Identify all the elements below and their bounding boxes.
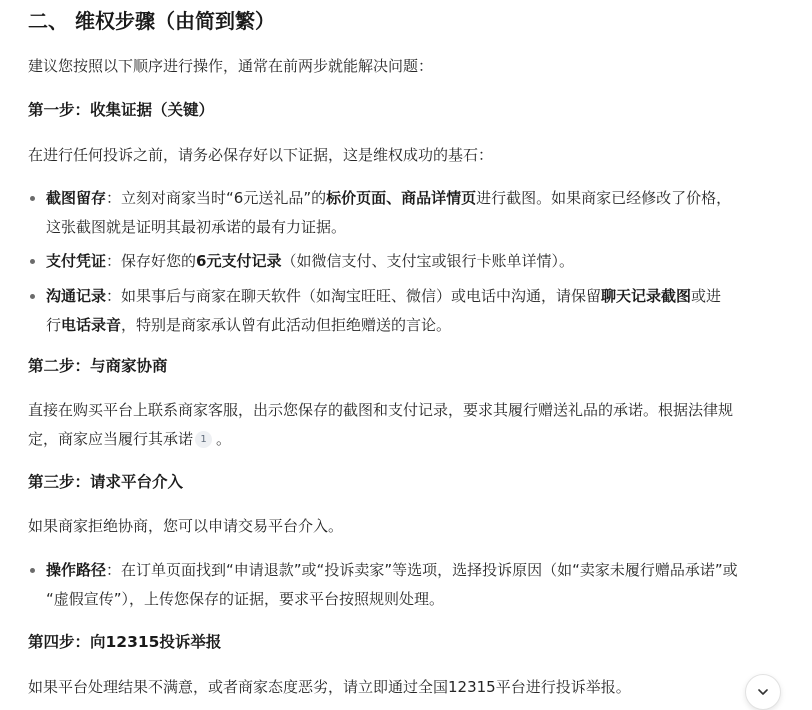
step2-body: 直接在购买平台上联系商家客服，出示您保存的截图和支付记录，要求其履行赠送礼品的承诺。根据法律规 定，商家应当履行其承诺 1 。	[28, 401, 734, 448]
item-label: 沟通记录	[46, 287, 107, 305]
bullet-dot	[30, 294, 35, 299]
step4-intro: 如果平台处理结果不满意，或者商家态度恶劣，请立即通过全国12315平台进行投诉举报。	[28, 678, 631, 696]
step2-heading: 第二步：与商家协商	[28, 357, 168, 375]
scroll-to-bottom-button[interactable]	[745, 674, 781, 710]
item-label: 支付凭证	[46, 252, 107, 270]
section-intro: 建议您按照以下顺序进行操作，通常在前两步就能解决问题：	[28, 57, 434, 75]
bullet-dot	[30, 196, 35, 201]
item-label: 操作路径	[46, 561, 107, 579]
chevron-down-icon	[756, 685, 770, 699]
step1-intro: 在进行任何投诉之前，请务必保存好以下证据，这是维权成功的基石：	[28, 146, 494, 164]
bullet-dot	[30, 568, 35, 573]
step3-intro: 如果商家拒绝协商，您可以申请交易平台介入。	[28, 517, 344, 535]
item-label: 截图留存	[46, 189, 107, 207]
citation-badge[interactable]: 1	[195, 431, 212, 448]
step3-heading: 第三步：请求平台介入	[28, 473, 184, 491]
bullet-dot	[30, 259, 35, 264]
step1-heading: 第一步：收集证据（关键）	[28, 101, 215, 119]
step4-heading: 第四步：向12315投诉举报	[28, 633, 222, 651]
section-title: 二、 维权步骤（由简到繁）	[28, 9, 275, 33]
